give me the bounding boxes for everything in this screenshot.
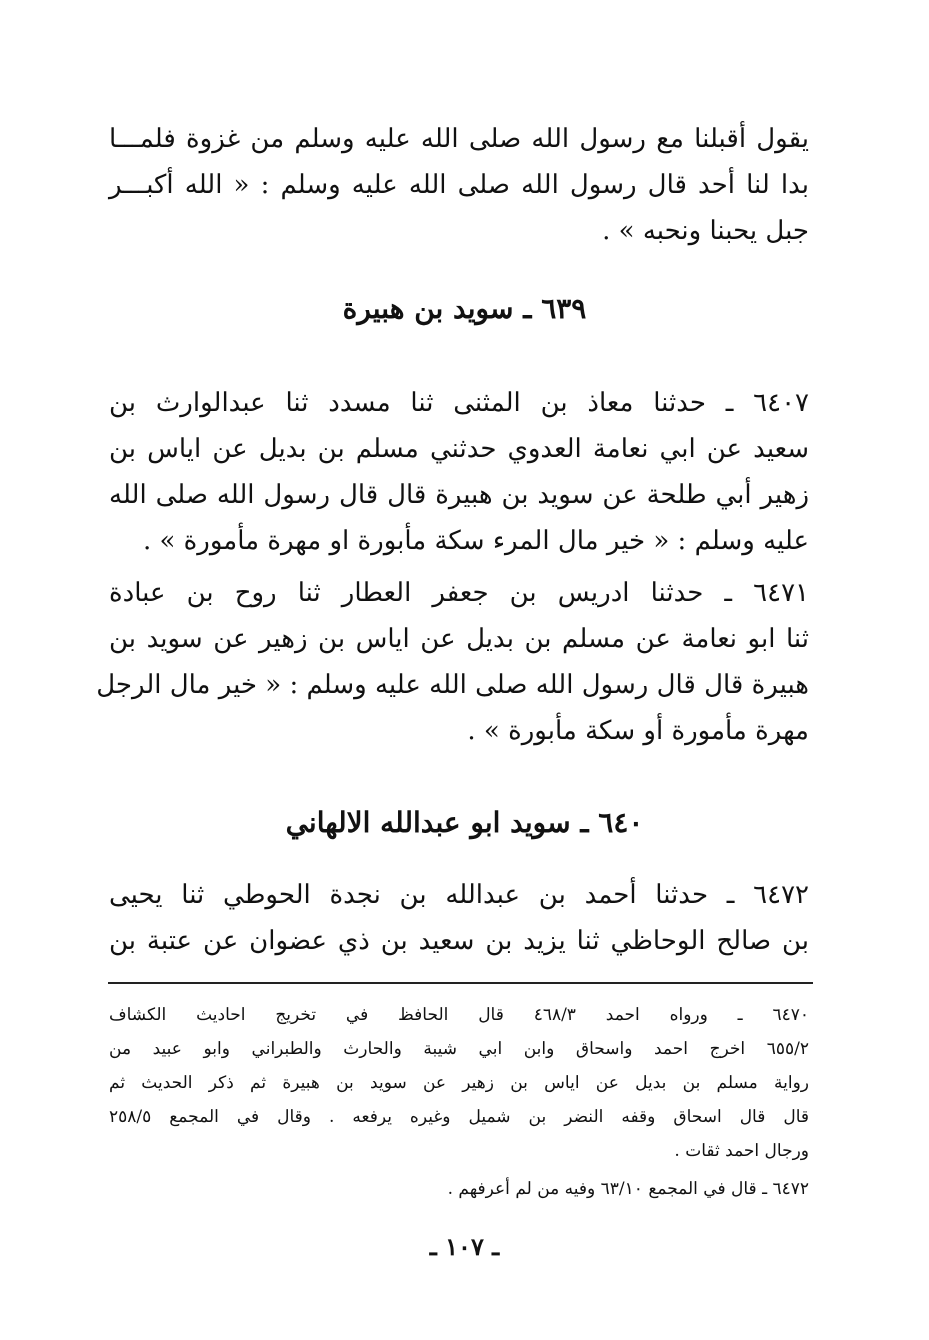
hadith-6470-line-2: سعيد عن ابي نعامة العدوي حدثني مسلم بن بديل عن اياس بن [109,434,809,464]
hadith-6470 [109,380,809,564]
footnote-6472-line-1: ٦٤٧٢ ـ قال في المجمع ٦٣/١٠ وفيه من لم أعرفهم . [447,1179,809,1199]
footnote-6470-line-2: ٦٥٥/٢ اخرج احمد واسحاق وابن ابي شيبة والحارث والطبراني وابو عبيد من [109,1039,809,1059]
hadith-6472-line-2: بن صالح الوحاظي ثنا يزيد بن سعيد بن ذي عضوان عن عتبة بن [109,926,809,956]
hadith-6472-line-1: ٦٤٧٢ ـ حدثنا أحمد بن عبدالله بن نجدة الحوطي ثنا يحيى [109,880,809,910]
page-number: ـ ١٠٧ ـ [429,1232,500,1261]
footnote-separator [108,982,813,984]
intro-paragraph [109,116,809,254]
section-heading-639: ٦٣٩ ـ سويد بن هبيرة [342,292,587,325]
intro-line-1: يقول أقبلنا مع رسول الله صلى الله عليه وسلم من غزوة فلمـــا [109,124,809,154]
hadith-6471-line-3: هبيرة قال قال رسول الله صلى الله عليه وسلم : « خير مال الرجل [96,670,809,700]
footnote-6470-line-4: قال قال اسحاق وقفه النضر بن شميل وغيره يرفعه . وقال في المجمع ٢٥٨/٥ [109,1107,809,1127]
hadith-6470-line-3: زهير أبي طلحة عن سويد بن هبيرة قال قال رسول الله صلى الله [109,480,809,510]
footnote-6470-line-3: رواية مسلم بن بديل عن اياس بن زهير عن سويد بن هبيرة ثم ذكر الحديث ثم [109,1073,809,1093]
hadith-6472 [109,872,809,964]
intro-line-2: بدا لنا أحد قال رسول الله صلى الله عليه وسلم : « الله أكبـــر [109,170,809,200]
hadith-6470-line-4: عليه وسلم : « خير مال المرء سكة مأبورة او مهرة مأمورة » . [142,526,809,556]
footnote-6470-line-5: ورجال احمد ثقات . [674,1141,809,1161]
hadith-6471-line-2: ثنا ابو نعامة عن مسلم بن بديل عن اياس بن زهير عن سويد بن [109,624,809,654]
hadith-6471 [96,570,809,754]
hadith-6470-line-1: ٦٤٠٧ ـ حدثنا معاذ بن المثنى ثنا مسدد ثنا عبدالوارث بن [109,388,809,418]
footnote-6470 [109,998,809,1168]
hadith-6471-line-4: مهرة مأمورة أو سكة مأبورة » . [467,716,809,746]
footnote-6470-line-1: ٦٤٧٠ ـ ورواه احمد ٤٦٨/٣ قال الحافظ في تخريج احاديث الكشاف [109,1005,810,1025]
intro-line-3: جبل يحبنا ونحبه » . [602,216,809,246]
hadith-6471-line-1: ٦٤٧١ ـ حدثنا ادريس بن جعفر العطار ثنا روح بن عبادة [109,578,809,608]
footnote-6472 [109,1172,809,1206]
section-heading-640: ٦٤٠ ـ سويد ابو عبدالله الالهاني [285,806,644,839]
